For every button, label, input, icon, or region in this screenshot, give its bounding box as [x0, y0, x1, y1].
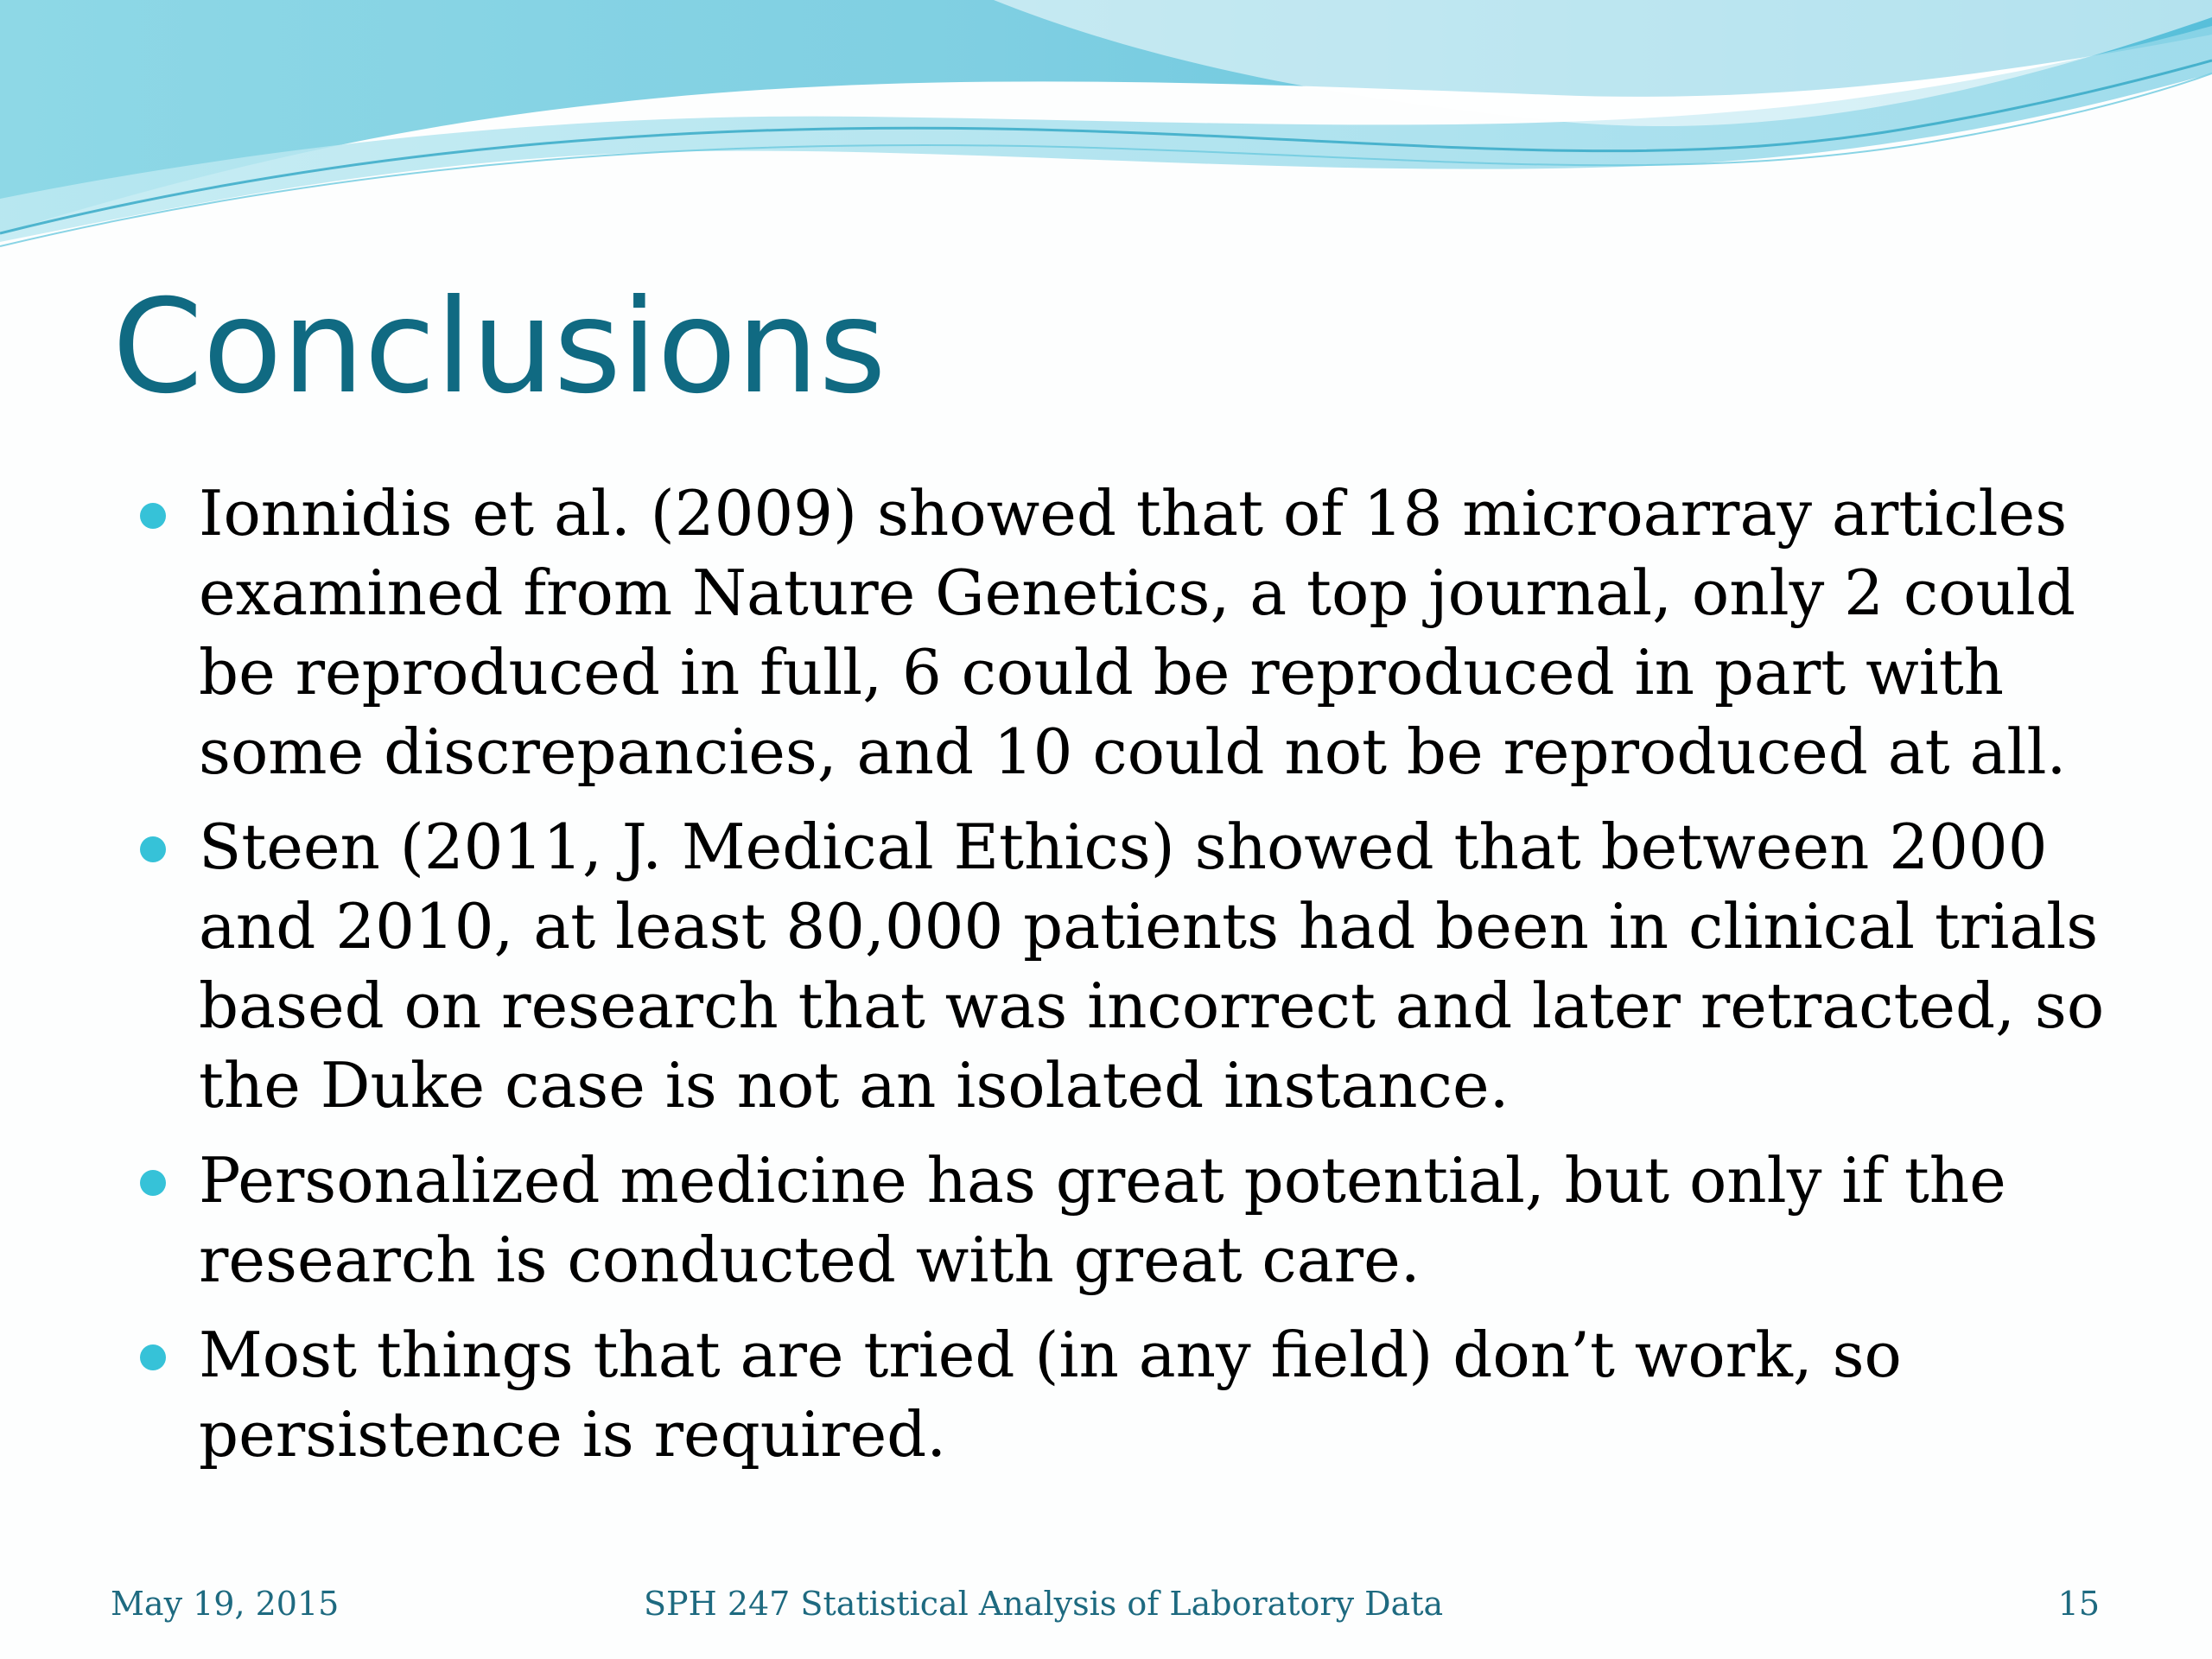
- bullet-dot-icon: [140, 503, 166, 529]
- header-wave-decoration: [0, 0, 2212, 259]
- bullet-text: Most things that are tried (in any field) don’t work, so persistence is required.: [199, 1319, 1902, 1471]
- bullet-item: [199, 1141, 2134, 1300]
- bullet-dot-icon: [140, 1344, 166, 1370]
- bullet-list: [199, 474, 2134, 1490]
- bullet-item: [199, 807, 2134, 1125]
- bullet-text: Personalized medicine has great potential, but only if the research is conducted with great care.: [199, 1144, 2006, 1296]
- bullet-dot-icon: [140, 836, 166, 862]
- footer-date: May 19, 2015: [111, 1585, 340, 1623]
- bullet-dot-icon: [140, 1170, 166, 1196]
- bullet-item: [199, 1315, 2134, 1474]
- bullet-text: Ionnidis et al. (2009) showed that of 18 microarray articles examined from Nature Genetics, a top journal, only 2 could be reproduced in full, 6 could be reproduced in part with some discrepancies, and 10 could not be reproduced at all.: [199, 477, 2076, 788]
- footer-course-title: SPH 247 Statistical Analysis of Laboratory Data: [644, 1585, 1444, 1623]
- bullet-item: [199, 474, 2134, 791]
- slide-title: Conclusions: [112, 272, 887, 423]
- bullet-text: Steen (2011, J. Medical Ethics) showed that between 2000 and 2010, at least 80,000 patients had been in clinical trials based on research that was incorrect and later retracted, so the Duke case is not an isolated instance.: [199, 810, 2105, 1122]
- footer-page-number: 15: [2057, 1585, 2100, 1623]
